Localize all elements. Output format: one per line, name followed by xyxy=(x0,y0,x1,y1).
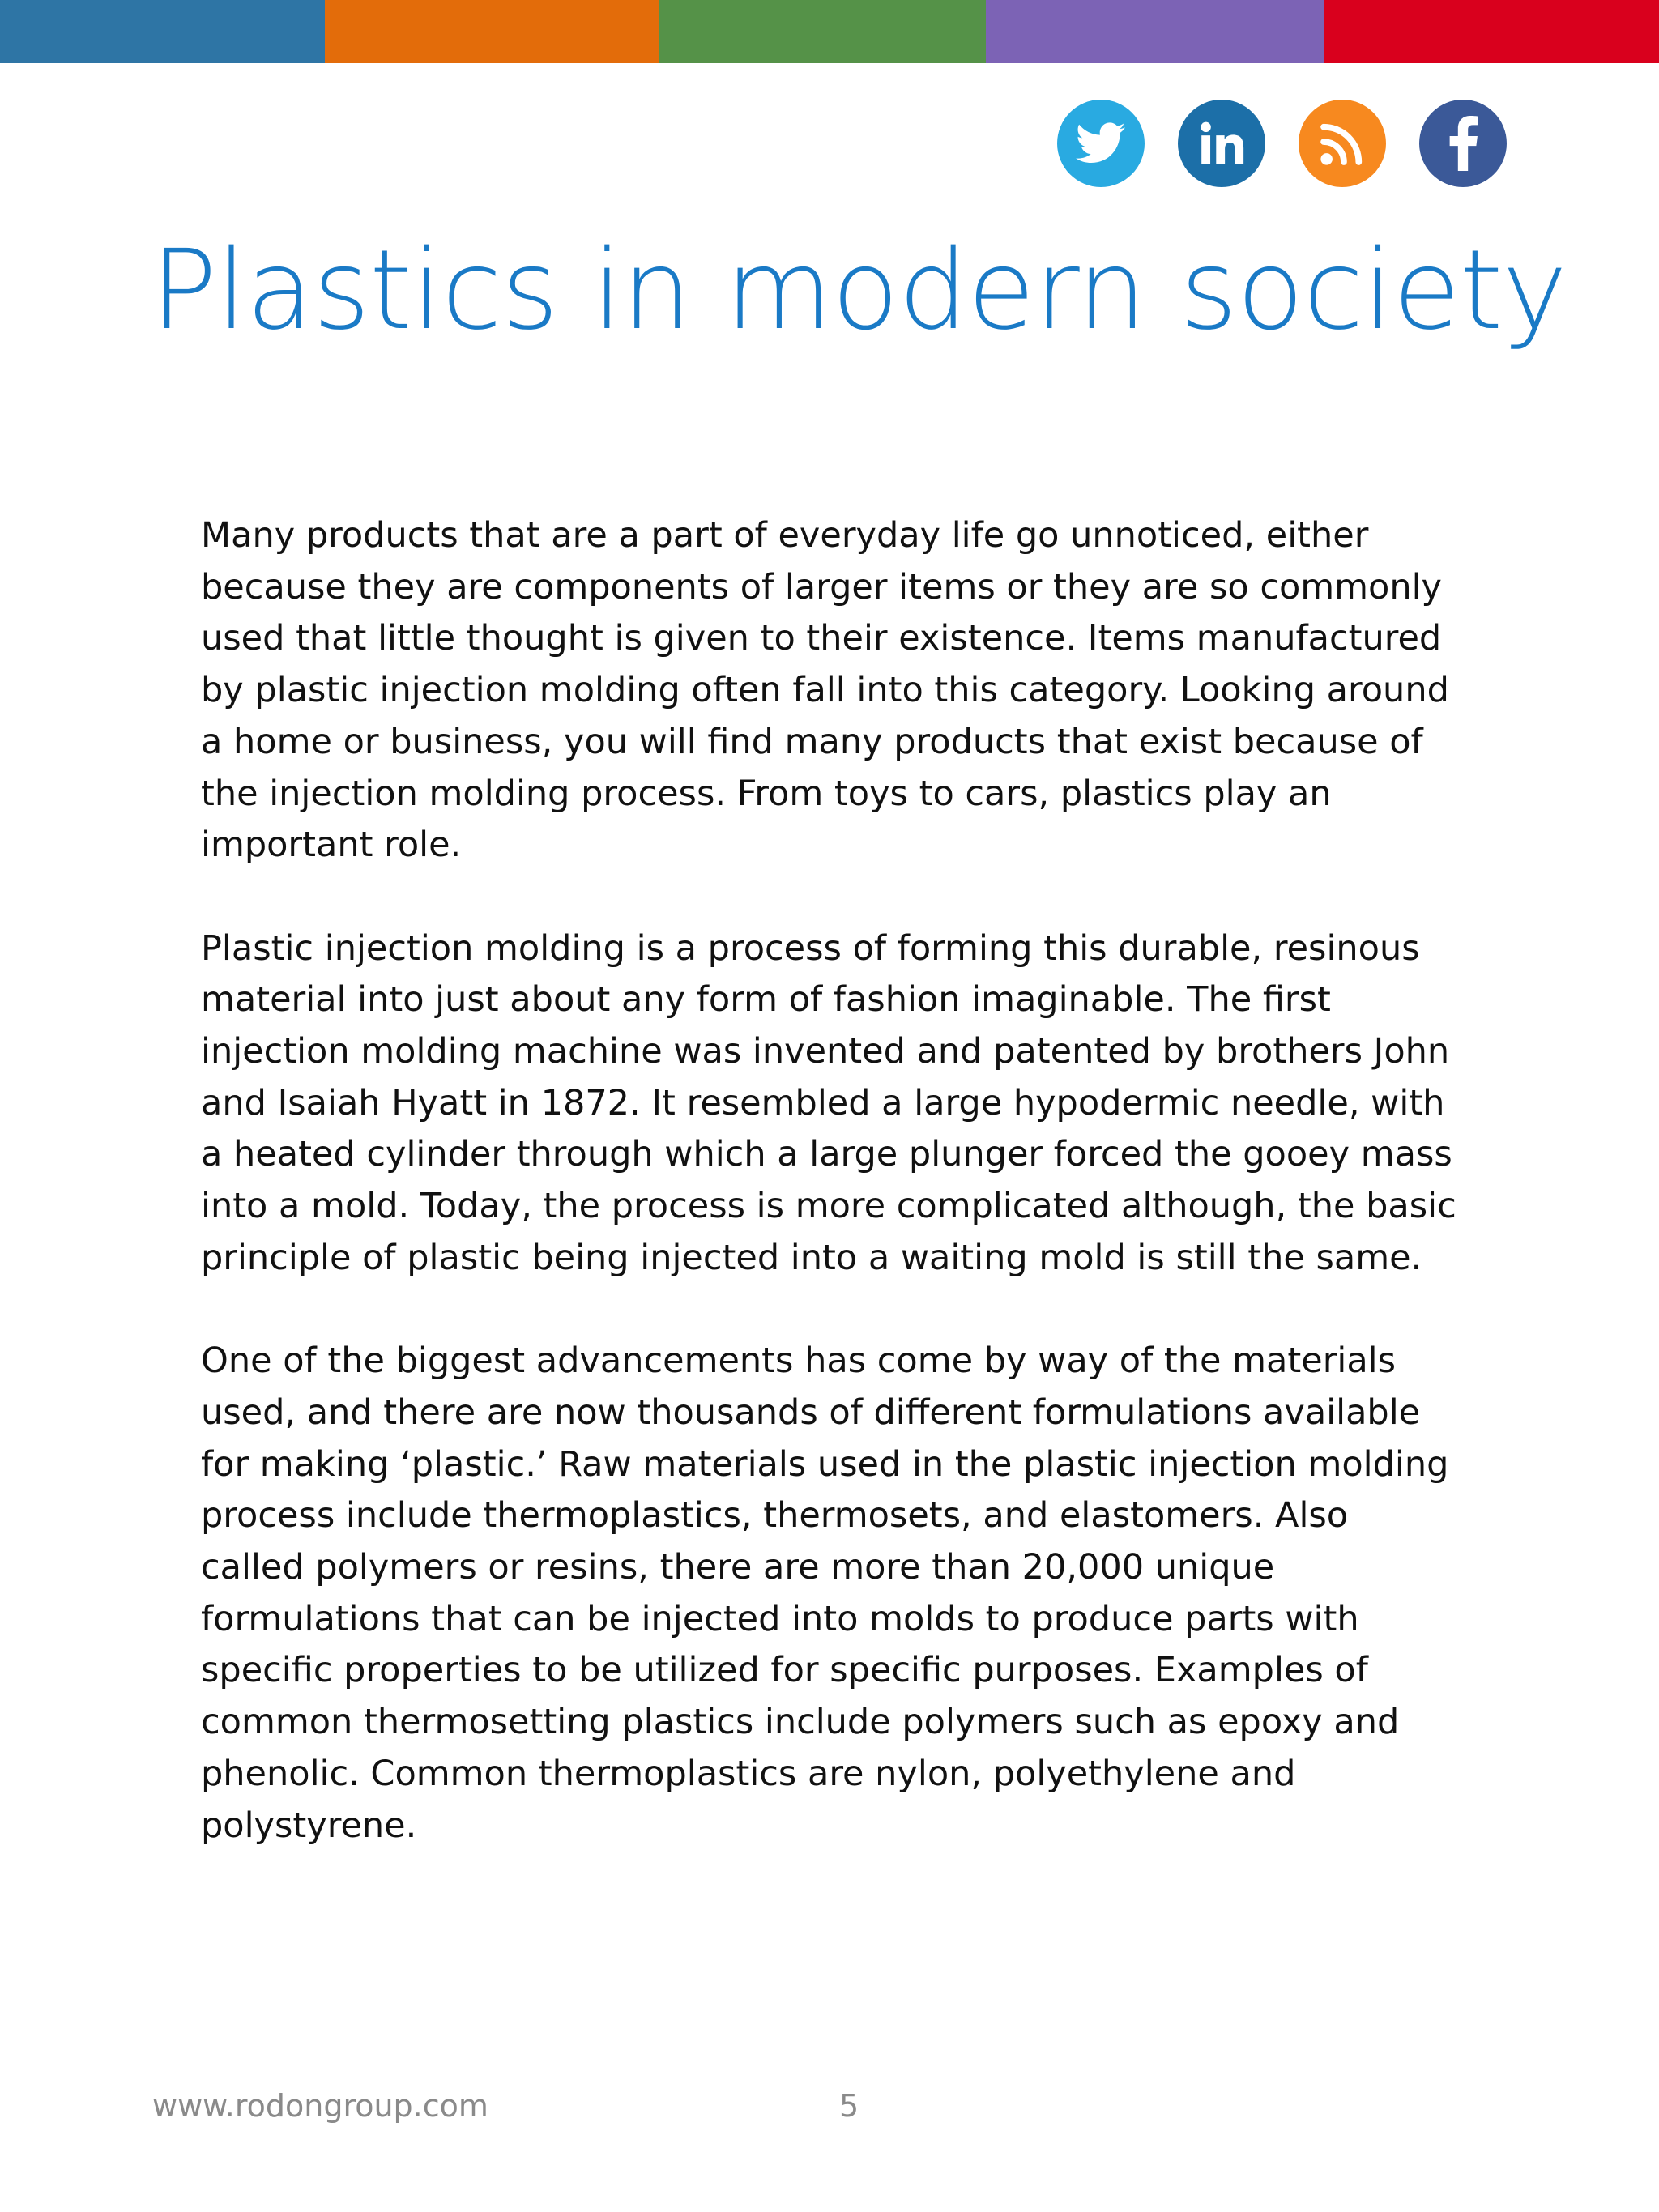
color-bar-segment-blue xyxy=(0,0,325,63)
page-title: Plastics in modern society xyxy=(151,227,1567,355)
color-bar-segment-orange xyxy=(325,0,659,63)
color-bar-segment-purple xyxy=(986,0,1324,63)
facebook-button[interactable] xyxy=(1419,100,1507,187)
color-bar-segment-green xyxy=(659,0,986,63)
linkedin-button[interactable] xyxy=(1178,100,1265,187)
paragraph-2: Plastic injection molding is a process of forming this durable, resinous material into just about any form of fashion imaginable. The first injection molding machine was invented and patented by brothers John and Isaiah Hyatt in 1872. It resembled a large hypodermic needle, with a heated cylinder through which a large plunger forced the gooey mass into a mold. Today, the process is more complicated although, the basic principle of plastic being injected into a waiting mold is still the same. xyxy=(201,927,1456,1278)
top-color-bar xyxy=(0,0,1659,63)
paragraph-1: Many products that are a part of everyday life go unnoticed, either because they are components of larger items or they are so commonly used that little thought is given to their existence. Items manufactured by plastic injection molding often fall into this category. Looking around a home or business, you will find many products that exist because of the injection molding process. From toys to cars, plastics play an important role. xyxy=(201,515,1449,866)
article-body xyxy=(201,510,1481,1903)
twitter-icon xyxy=(1076,122,1126,164)
rss-button[interactable] xyxy=(1299,100,1386,187)
page-number: 5 xyxy=(839,2088,859,2124)
facebook-icon xyxy=(1447,116,1479,171)
twitter-button[interactable] xyxy=(1057,100,1145,187)
footer-website-link[interactable]: www.rodongroup.com xyxy=(152,2088,488,2124)
social-links xyxy=(1057,100,1507,187)
paragraph-3: One of the biggest advancements has come by way of the materials used, and there are now thousands of different formulations available for making ‘plastic.’ Raw materials used in the plastic injection molding process include thermoplastics, thermosets, and elastomers. Also called polymers or resins, there are more than 20,000 unique formulations that can be injected into molds to produce parts with specific properties to be utilized for specific purposes. Examples of common thermosetting plastics include polymers such as epoxy and phenolic. Common thermoplastics are nylon, polyethylene and polystyrene. xyxy=(201,1340,1449,1846)
linkedin-icon xyxy=(1196,118,1247,168)
color-bar-segment-red xyxy=(1324,0,1659,63)
rss-icon xyxy=(1319,120,1366,167)
